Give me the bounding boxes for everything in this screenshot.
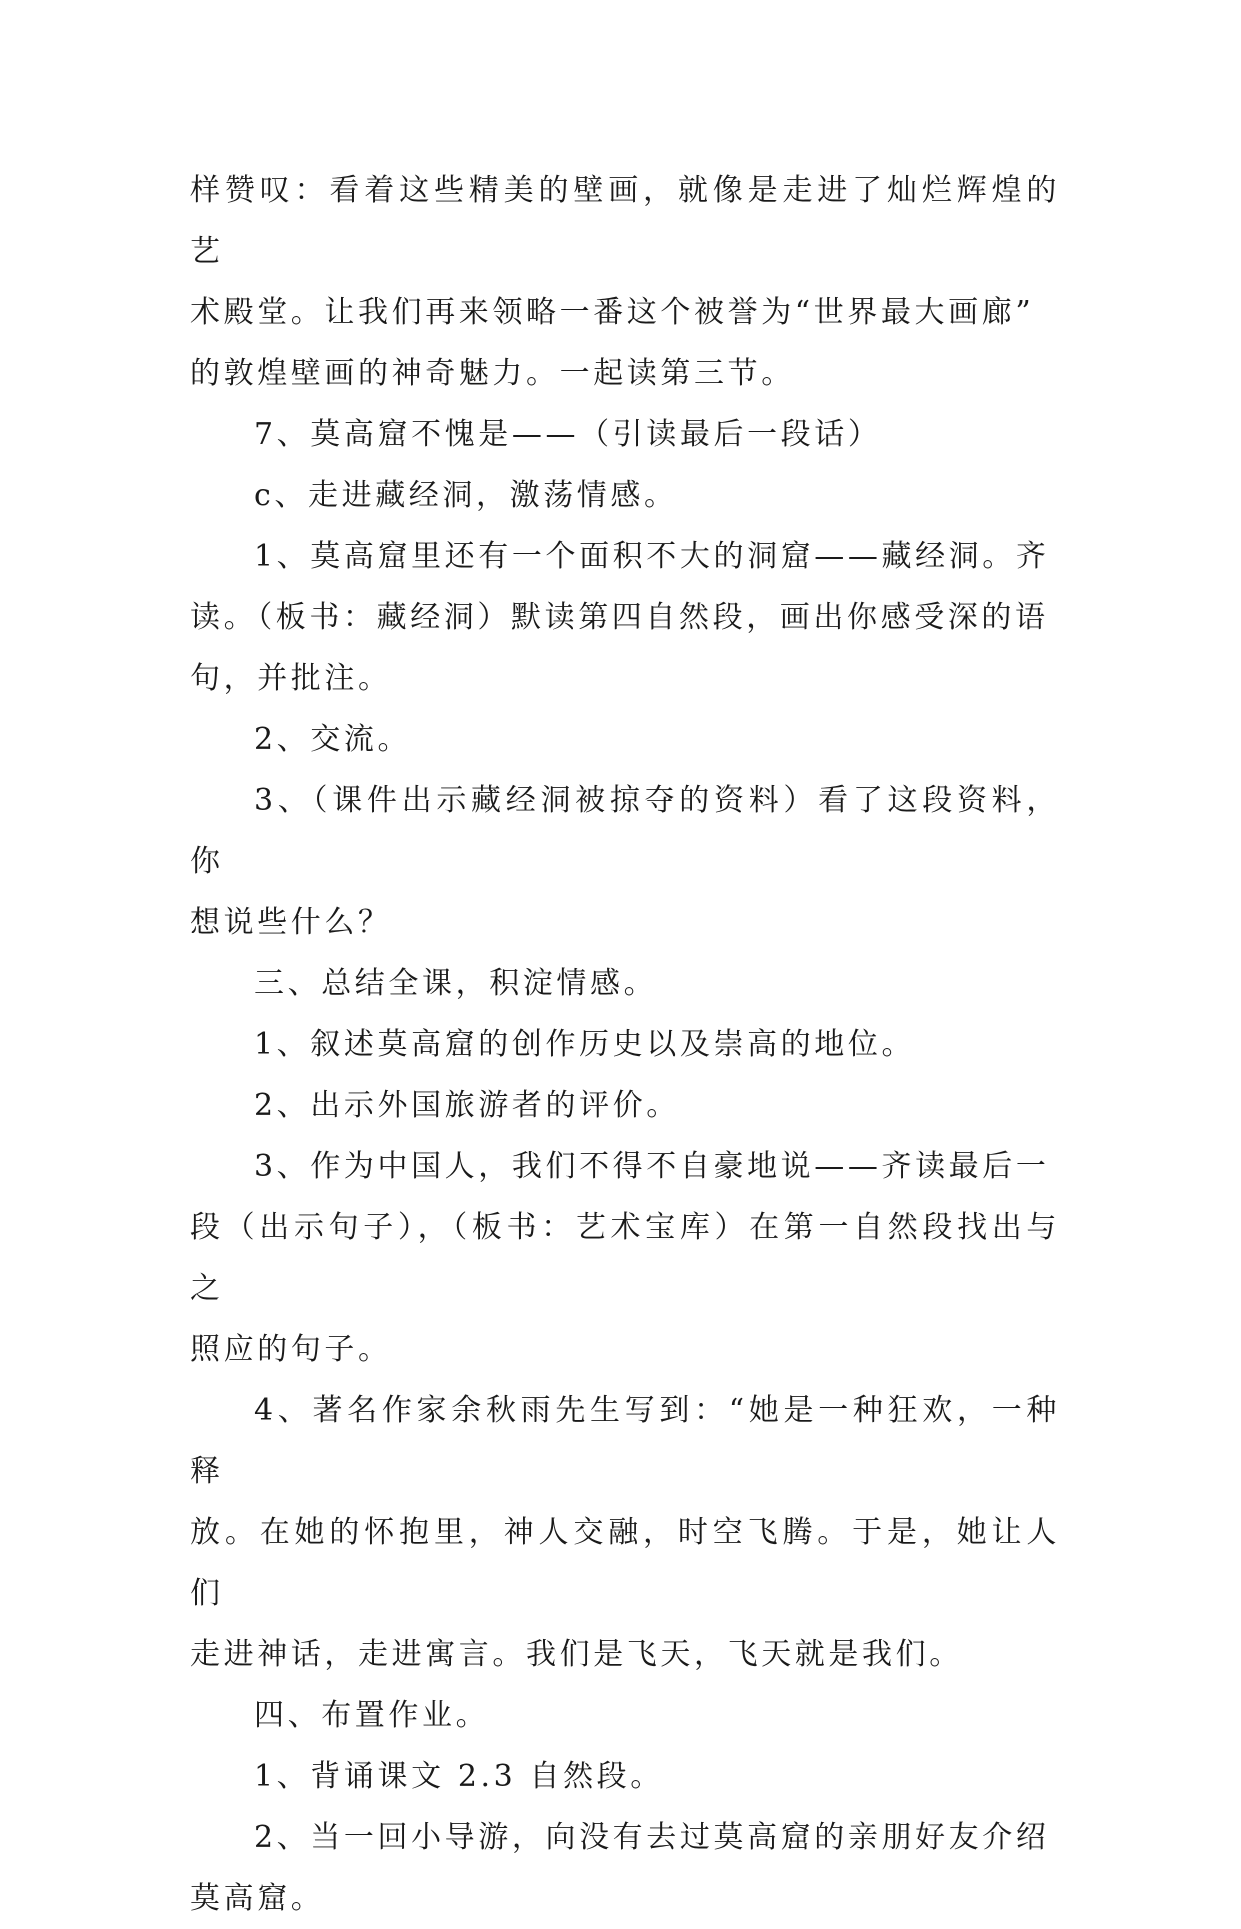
section-heading: 三、总结全课，积淀情感。 bbox=[254, 966, 658, 1001]
paragraph: 2、当一回小导游，向没有去过莫高窟的亲朋好友介绍 莫高窟。 bbox=[190, 1820, 1050, 1916]
paragraph: 7、莫高窟不愧是——（引读最后一段话） bbox=[254, 417, 882, 452]
document-page bbox=[190, 160, 1060, 1929]
paragraph: 4、著名作家余秋雨先生写到：“她是一种狂欢，一种释 放。在她的怀抱里，神人交融，时空飞腾。于是，她让人们 走进神话，走进寓言。我们是飞天，飞天就是我们。 bbox=[190, 1393, 1060, 1672]
paragraph: 2、交流。 bbox=[254, 722, 412, 757]
paragraph: 2、出示外国旅游者的评价。 bbox=[254, 1088, 680, 1123]
paragraph: 1、背诵课文 2.3 自然段。 bbox=[254, 1759, 664, 1794]
paragraph: 1、莫高窟里还有一个面积不大的洞窟——藏经洞。齐 读。（板书：藏经洞）默读第四自然段，画出你感受深的语 句，并批注。 bbox=[190, 539, 1050, 696]
section-heading: c、走进藏经洞，激荡情感。 bbox=[254, 478, 678, 513]
paragraph: 3、作为中国人，我们不得不自豪地说——齐读最后一 段（出示句子），（板书：艺术宝库）在第一自然段找出与之 照应的句子。 bbox=[190, 1149, 1060, 1367]
paragraph: 3、（课件出示藏经洞被掠夺的资料）看了这段资料，你 想说些什么？ bbox=[190, 783, 1060, 940]
section-heading: 四、布置作业。 bbox=[254, 1698, 490, 1733]
paragraph: 1、叙述莫高窟的创作历史以及崇高的地位。 bbox=[254, 1027, 916, 1062]
paragraph: 样赞叹：看着这些精美的壁画，就像是走进了灿烂辉煌的艺 术殿堂。让我们再来领略一番这个被誉为“世界最大画廊” 的敦煌壁画的神奇魅力。一起读第三节。 bbox=[190, 173, 1060, 391]
